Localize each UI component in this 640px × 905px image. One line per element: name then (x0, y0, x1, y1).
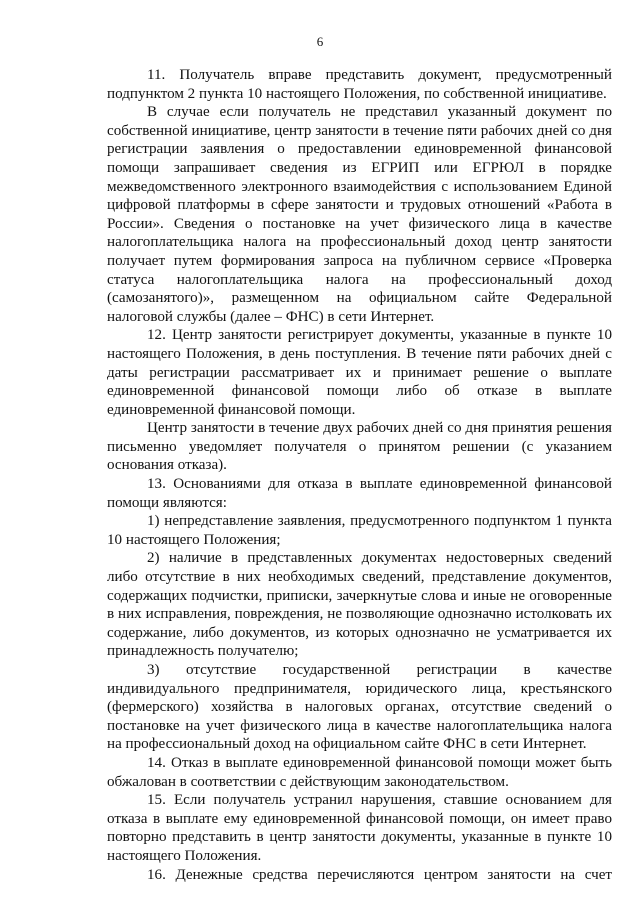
paragraph-15: 15. Если получатель устранил нарушения, ставшие основанием для отказа в выплате ему единовременной финансовой помощи, он имеет право повторно представить в центр занятости документы, указанные в пункте 10 настоящего Положения. (107, 792, 612, 864)
paragraph-16: 16. Денежные средства перечисляются центром занятости на счет (147, 866, 612, 883)
paragraph-13: 13. Основаниями для отказа в выплате единовременной финансовой помощи являются: (107, 476, 612, 511)
paragraph-11: 11. Получатель вправе представить документ, предусмотренный подпунктом 2 пункта 10 настоящего Положения, по собственной инициативе. (107, 67, 612, 102)
paragraph-13-item-3: 3) отсутствие государственной регистрации в качестве индивидуального предпринимателя, юридического лица, крестьянского (фермерского) хозяйства в налоговых органах, отсутствие сведений о постановке на учет физического лица в качестве налогоплательщика налога на профессиональный доход на официальном сайте ФНС в сети Интернет. (107, 662, 612, 753)
paragraph-14: 14. Отказ в выплате единовременной финансовой помощи может быть обжалован в соответствии с действующим законодательством. (107, 754, 612, 790)
paragraph-12-notification: Центр занятости в течение двух рабочих дней со дня принятия решения письменно уведомляет получателя о принятом решении (с указанием основания отказа). (107, 420, 612, 474)
paragraph-11-continuation: В случае если получатель не представил указанный документ по собственной инициативе, центр занятости в течение пяти рабочих дней со дня регистрации заявления о предоставлении единовременной финансовой помощи запрашивает сведения из ЕГРИП или ЕГРЮЛ в порядке межведомственного электронного взаимодействия с использованием Единой цифровой платформы в сфере занятости и трудовых отношений «Работа в России». Сведения о постановке на учет физического лица в качестве налогоплательщика налога на профессиональный доход центр занятости получает путем формирования запроса на публичном сервисе «Проверка статуса налогоплательщика налога на профессиональный доход (самозанятого)», размещенном на официальном сайте Федеральной налоговой службы (далее – ФНС) в сети Интернет. (107, 104, 612, 325)
paragraph-13-item-1: 1) непредставление заявления, предусмотренного подпунктом 1 пункта 10 настоящего Положения; (107, 513, 612, 548)
page-number: 6 (316, 34, 324, 49)
paragraph-12: 12. Центр занятости регистрирует документы, указанные в пункте 10 настоящего Положения, в день поступления. В течение пяти рабочих дней с даты регистрации рассматривает их и принимает решение о выплате единовременной финансовой помощи либо об отказе в выплате единовременной финансовой помощи. (107, 327, 612, 418)
document-body (107, 66, 612, 884)
paragraph-13-item-2: 2) наличие в представленных документах недостоверных сведений либо отсутствие в них необходимых сведений, представление документов, содержащих подчистки, приписки, зачеркнутые слова и иные не оговоренные в них исправления, повреждения, не позволяющие однозначно истолковать их содержание, либо документов, из которых однозначно не усматривается их принадлежность получателю; (107, 550, 612, 660)
